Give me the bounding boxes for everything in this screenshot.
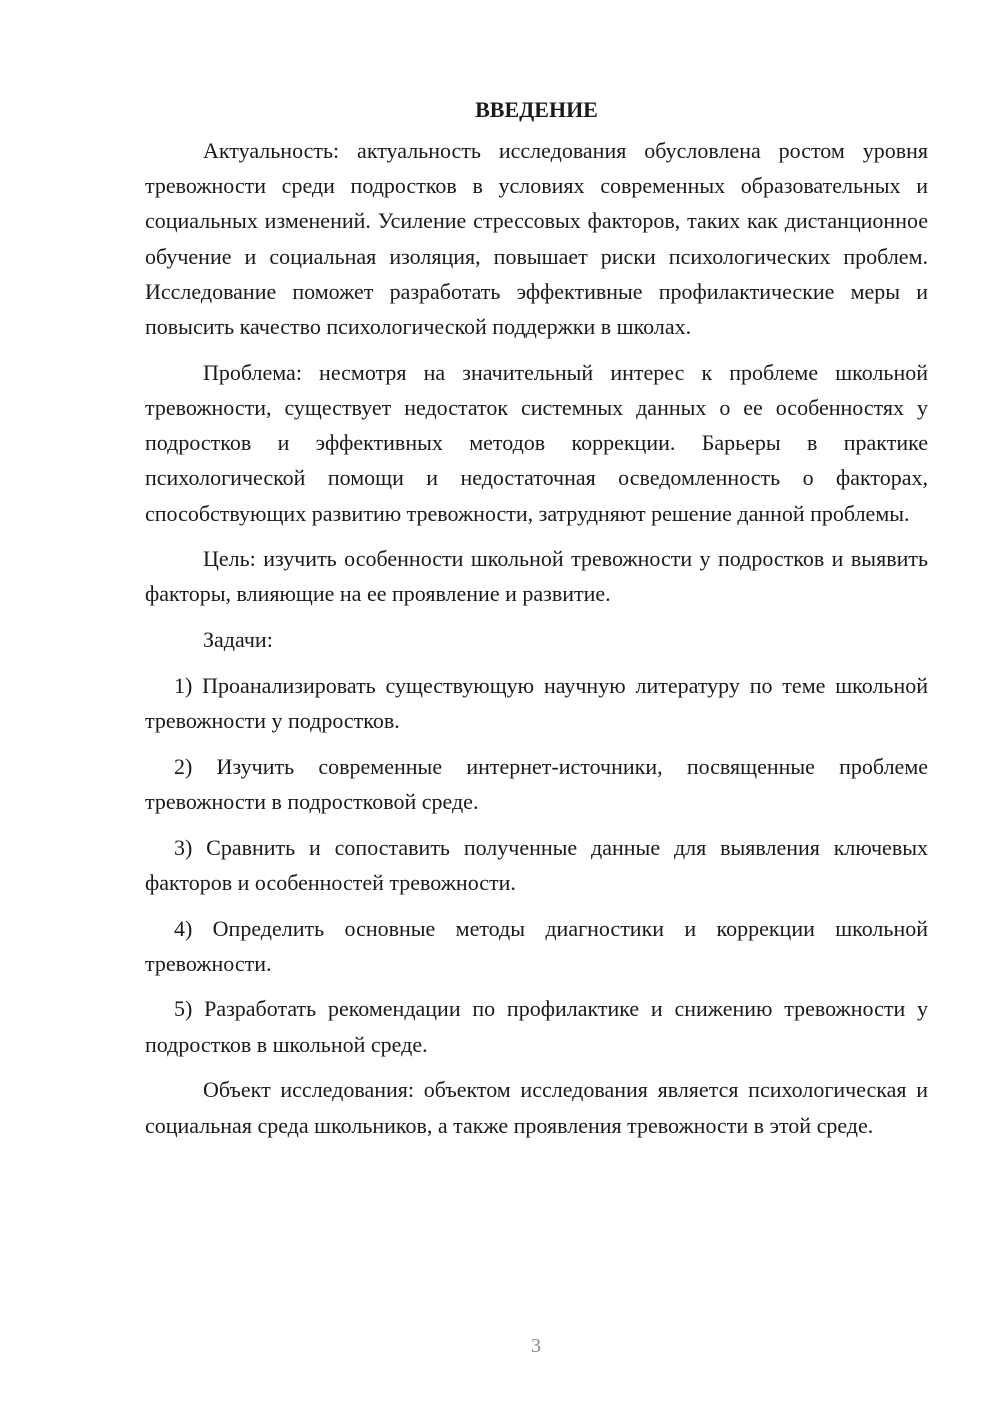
task-item-3: 3) Сравнить и сопоставить полученные данные для выявления ключевых факторов и особенностей тревожности. <box>145 834 928 895</box>
section-heading: ВВЕДЕНИЕ <box>475 97 598 122</box>
tasks-label: Задачи: <box>203 627 273 653</box>
task-item-2: 2) Изучить современные интернет-источники, посвященные проблеме тревожности в подростковой среде. <box>145 753 928 814</box>
task-item-5: 5) Разработать рекомендации по профилактике и снижению тревожности у подростков в школьной среде. <box>145 996 928 1057</box>
document-page <box>145 92 928 1153</box>
page-number: 3 <box>531 1335 541 1357</box>
goal-paragraph: Цель: изучить особенности школьной тревожности у подростков и выявить факторы, влияющие на ее проявление и развитие. <box>145 546 928 607</box>
task-item-1: 1) Проанализировать существующую научную литературу по теме школьной тревожности у подростков. <box>145 672 928 734</box>
task-item-4: 4) Определить основные методы диагностики и коррекции школьной тревожности. <box>145 915 928 976</box>
problem-paragraph: Проблема: несмотря на значительный интерес к проблеме школьной тревожности, существует недостаток системных данных о ее особенностях у подростков и эффективных методов коррекции. Барьеры в практике психологической помощи и недостаточная осведомленность о факторах, способствующих развитию тревожности, затрудняют решение данной проблемы. <box>145 359 928 526</box>
object-paragraph: Объект исследования: объектом исследования является психологическая и социальная среда школьников, а также проявления тревожности в этой среде. <box>145 1077 928 1138</box>
relevance-paragraph: Актуальность: актуальность исследования обусловлена ростом уровня тревожности среди подростков в условиях современных образовательных и социальных изменений. Усиление стрессовых факторов, таких как дистанционное обучение и социальная изоляция, повышает риски психологических проблем. Исследование поможет разработать эффективные профилактические меры и повысить качество психологической поддержки в школах. <box>145 138 928 340</box>
